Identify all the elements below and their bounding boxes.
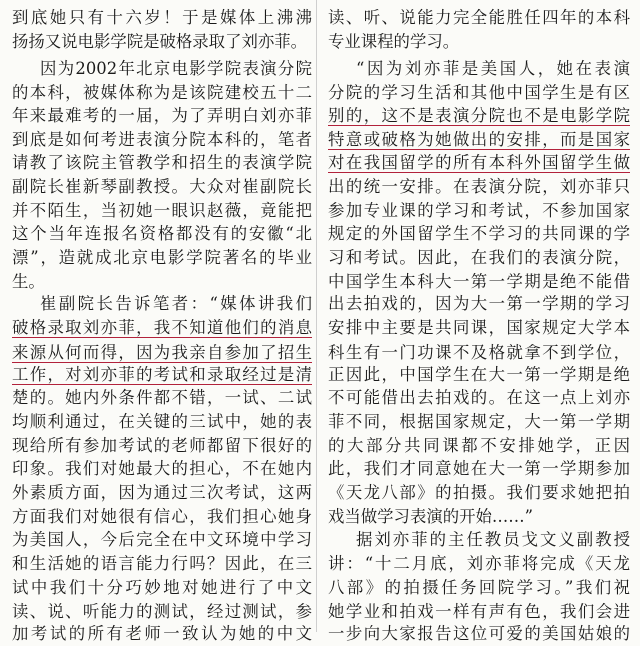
text-line: 规定的外国留学生不学习的共同课的学 <box>328 224 630 243</box>
text-line: 中国学生本科大一第一学期是绝不能借 <box>328 272 630 291</box>
text-line: 来源从何而得，因为我亲自参加了招生 <box>12 343 312 362</box>
text-line: 崔副院长告诉笔者：“媒体讲我们 <box>40 294 312 313</box>
text-line: 习和考试。因此，在我们的表演分院， <box>328 248 630 267</box>
text-line: 均顺利通过，在关键的三试中，她的表 <box>12 412 312 431</box>
text-line: 工作，对刘亦菲的考试和录取经过是清 <box>12 365 312 384</box>
text-line: 据刘亦菲的主任教员戈文义副教授 <box>356 530 630 549</box>
text-line: 到底是如何考进表演分院本科的，笔者 <box>12 130 312 149</box>
text-line: 加考试的所有老师一致认为她的中文 <box>12 624 312 643</box>
text-line: 副院长崔新琴副教授。大众对崔副院长 <box>12 177 312 196</box>
text-line: 出的统一安排。在表演分院，刘亦菲只 <box>328 177 630 196</box>
text-line: 《天龙八部》的拍摄。我们要求她把拍 <box>328 483 630 502</box>
text-line: 请教了该院主管教学和招生的表演学院 <box>12 153 312 172</box>
text-line: 为美国人，今后完全在中文环境中学习 <box>12 530 312 549</box>
text-line: 外素质方面，因为通过三次考试，这两 <box>12 483 312 502</box>
text-line: 楚的。她内外条件都不错，一试、二试 <box>12 388 312 407</box>
text-line: 并不陌生，当初她一眼识赵薇，竟能把 <box>12 201 312 220</box>
text-line: 年来最难考的一届，为了弄明白刘亦菲 <box>12 106 312 125</box>
text-line: 此，我们才同意她在大一第一学期参加 <box>328 459 630 478</box>
text-line: 因为2002年北京电影学院表演分院 <box>40 59 312 78</box>
text-line: 讲：“十二月底，刘亦菲将完成《天龙 <box>328 554 630 573</box>
text-line: 参加专业课的学习和考试，不参加国家 <box>328 201 630 220</box>
text-line: 漂”，造就成北京电影学院著名的毕业 <box>12 248 312 267</box>
text-line: 这个当年连报名资格都没有的安徽“北 <box>12 224 312 243</box>
text-line: 生。 <box>12 272 45 291</box>
text-line: 的本科，被媒体称为是该院建校五十二 <box>12 83 312 102</box>
text-line: 科生有一门功课不及格就拿不到学位， <box>328 343 630 362</box>
column-divider <box>316 0 317 632</box>
text-line: 她学业和拍戏一样有声有色，我们会进 <box>328 602 630 621</box>
text-line: “因为刘亦菲是美国人，她在表演 <box>356 59 630 78</box>
text-line: 扬扬又说电影学院是破格录取了刘亦菲。 <box>12 32 308 51</box>
text-line: 正因此，中国学生在大一第一学期是绝 <box>328 365 630 384</box>
text-line: 别的，这不是表演分院也不是电影学院 <box>328 106 630 125</box>
text-line: 和生活她的语言能力行吗？因此，在三 <box>12 554 312 573</box>
text-line: 读、说、听能力的测试，经过测试，参 <box>12 602 312 621</box>
text-line: 戏当做学习表演的开始……” <box>328 507 534 526</box>
text-line: 方面我们对她很有信心，我们担心她身 <box>12 507 312 526</box>
text-line: 现给所有参加考试的老师都留下很好的 <box>12 436 312 455</box>
text-line: 安排中主要是共同课，国家规定大学本 <box>328 318 630 337</box>
text-line: 专业课程的学习。 <box>328 32 460 51</box>
text-line: 不可能借出去拍戏的。在这一点上刘亦 <box>328 388 630 407</box>
text-line: 分院的学习生活和其他中国学生是有区 <box>328 83 630 102</box>
text-line: 印象。我们对她最大的担心，不在她内 <box>12 459 312 478</box>
text-line: 特意或破格为她做出的安排，而是国家 <box>328 130 630 149</box>
text-line: 一步向大家报告这位可爱的美国姑娘的 <box>328 624 630 643</box>
text-line: 读、听、说能力完全能胜任四年的本科 <box>328 8 630 27</box>
text-line: 菲不同，根据国家规定，大一第一学期 <box>328 412 630 431</box>
text-line: 到底她只有十六岁！于是媒体上沸沸 <box>12 8 312 27</box>
text-line: 对在我国留学的所有本科外国留学生做 <box>328 153 630 172</box>
text-line: 试中我们十分巧妙地对她进行了中文 <box>12 578 312 597</box>
text-line: 出去拍戏的，因为大一第一学期的学习 <box>328 294 630 313</box>
text-line: 八部》的拍摄任务回院学习。”我们祝 <box>328 578 630 597</box>
text-line: 的大部分共同课都不安排她学，正因 <box>328 436 630 455</box>
text-line: 破格录取刘亦菲，我不知道他们的消息 <box>12 318 312 337</box>
